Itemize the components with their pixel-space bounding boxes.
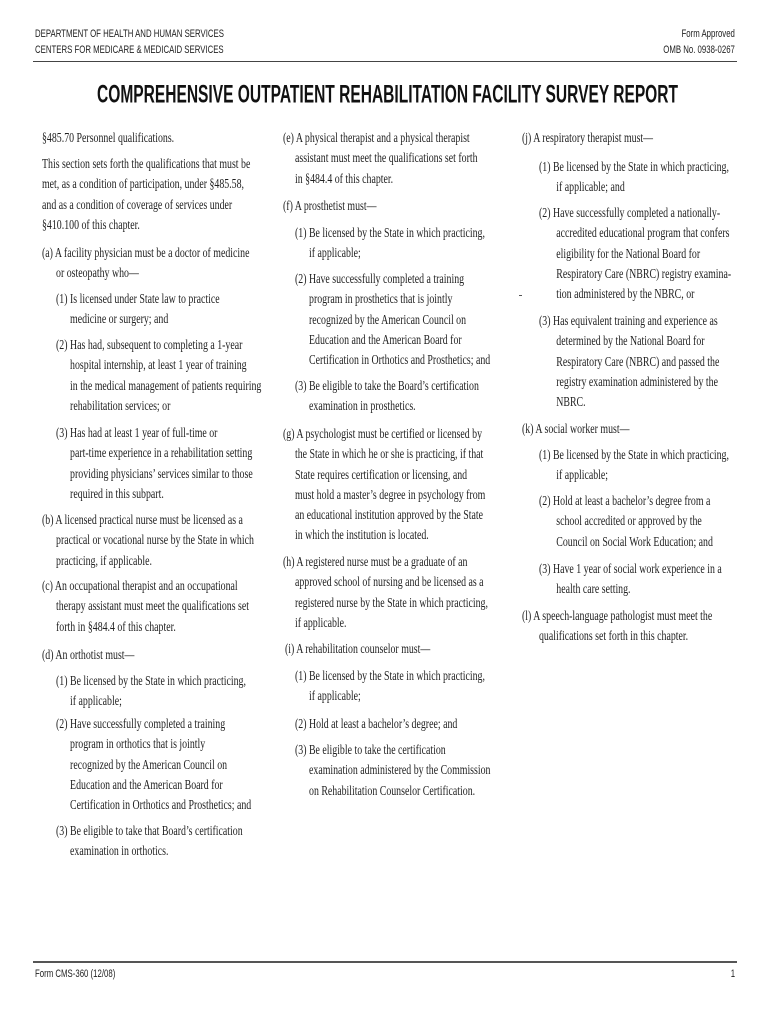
footer-divider [33,961,737,963]
item-f-1: (1) Be licensed by the State in which practicing, if applicable; [294,226,485,262]
intro-paragraph: This section sets forth the qualifications that must be met, as a condition of participation, under §485.58, and as a condition of coverage of services under §410.100 of this chapter. [42,157,251,233]
form-title: COMPREHENSIVE OUTPATIENT REHABILITATION FACILITY SURVEY REPORT [97,80,678,109]
agency-line-2: CENTERS FOR MEDICARE & MEDICAID SERVICES [35,44,224,56]
item-d-1: (1) Be licensed by the State in which practicing, if applicable; [56,674,246,710]
item-k: (k) A social worker must— [522,422,630,437]
item-k-2: (2) Hold at least a bachelor’s degree from a school accredited or approved by the Council on Social Work Education; and [538,494,713,550]
item-f-3: (3) Be eligible to take the Board’s certification examination in prosthetics. [294,379,479,415]
page-number: 1 [730,968,735,980]
item-d-2: (2) Have successfully completed a training program in orthotics that is jointly recognized by the American Council on Education and the American Board for Certification in Orthotics and Prosthetics; and [56,717,252,814]
stray-mark [519,295,522,296]
item-j-2: (2) Have successfully completed a nationally- accredited educational program that confers eligibility for the National Board for Respiratory Care (NBRC) registry examina- tion administered by the NBRC, or [538,206,732,303]
item-f-2: (2) Have successfully completed a training program in prosthetics that is jointly recognized by the American Council on Education and the American Board for Certification in Orthotics and Prosthetics; and [294,272,491,369]
item-i-2: (2) Hold at least a bachelor’s degree; and [294,717,458,732]
item-j: (j) A respiratory therapist must— [522,131,654,146]
item-e: (e) A physical therapist and a physical therapist assistant must meet the qualifications set forth in §484.4 of this chapter. [283,131,478,187]
item-j-1: (1) Be licensed by the State in which practicing, if applicable; and [538,160,729,196]
item-h: (h) A registered nurse must be a graduate of an approved school of nursing and be licensed as a registered nurse by the State in which practicing, if applicable. [283,555,488,631]
item-d: (d) An orthotist must— [42,648,135,663]
item-i-3: (3) Be eligible to take the certification examination administered by the Commission on Rehabilitation Counselor Certification. [294,743,491,799]
item-k-1: (1) Be licensed by the State in which practicing, if applicable; [538,448,729,484]
item-b: (b) A licensed practical nurse must be licensed as a practical or vocational nurse by the State in which practicing, if applicable. [42,513,254,569]
item-a-3: (3) Has had at least 1 year of full-time or part-time experience in a rehabilitation setting providing physicians’ services similar to those required in this subpart. [56,426,253,502]
form-id: Form CMS-360 (12/08) [35,968,116,980]
agency-line-1: DEPARTMENT OF HEALTH AND HUMAN SERVICES [35,28,224,40]
column-3 [522,0,734,1024]
column-2 [283,0,495,1024]
item-d-3: (3) Be eligible to take that Board’s certification examination in orthotics. [56,824,243,860]
omb-number: OMB No. 0938-0267 [663,44,735,56]
column-1 [42,0,262,1024]
section-heading: §485.70 Personnel qualifications. [42,131,175,146]
item-a-2: (2) Has had, subsequent to completing a 1-year hospital internship, at least 1 year of training in the medical management of patients requiring rehabilitation services; or [56,338,262,414]
item-c: (c) An occupational therapist and an occupational therapy assistant must meet the qualifications set forth in §484.4 of this chapter. [42,579,249,635]
item-a: (a) A facility physician must be a doctor of medicine or osteopathy who— [42,246,250,282]
item-i-1: (1) Be licensed by the State in which practicing, if applicable; [294,669,485,705]
item-l: (l) A speech-language pathologist must meet the qualifications set forth in this chapter. [522,609,713,645]
item-f: (f) A prosthetist must— [283,199,377,214]
item-j-3: (3) Has equivalent training and experience as determined by the National Board for Respiratory Care (NBRC) and passed the registry examination administered by the NBRC. [538,314,720,411]
item-a-1: (1) Is licensed under State law to practice medicine or surgery; and [56,292,220,328]
item-g: (g) A psychologist must be certified or licensed by the State in which he or she is practicing, if that State requires certification or licensing, and must hold a master’s degree in psychology from an educational institution approved by the State in which the institution is located. [283,427,486,544]
form-approved-label: Form Approved [681,28,735,40]
item-k-3: (3) Have 1 year of social work experience in a health care setting. [538,562,722,598]
item-i: (i) A rehabilitation counselor must— [284,642,431,657]
